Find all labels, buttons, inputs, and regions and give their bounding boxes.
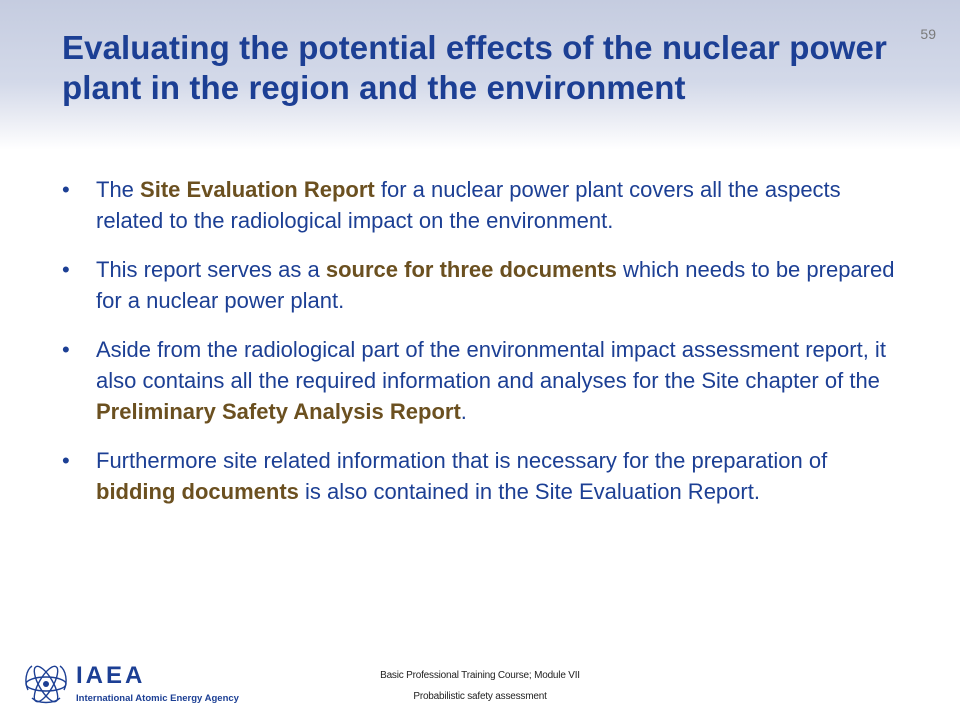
bullet-marker: • <box>62 337 70 362</box>
bullet-text: Aside from the radiological part of the environmental impact assessment report, it also contains all the required information and analyses for the Site chapter of the <box>96 337 886 393</box>
bullet-list <box>62 174 912 525</box>
footer-course: Basic Professional Training Course; Module VII <box>380 670 580 681</box>
bullet-item <box>62 254 912 316</box>
highlighted-term: Preliminary Safety Analysis Report <box>96 399 461 424</box>
bullet-item <box>62 445 912 507</box>
highlighted-term: source for three documents <box>325 257 617 282</box>
footer-topic: Probabilistic safety assessment <box>413 691 547 702</box>
bullet-text: The <box>96 177 141 202</box>
highlighted-term: Site Evaluation Report <box>140 177 375 202</box>
bullet-item <box>62 174 912 236</box>
bullet-marker: • <box>62 257 70 282</box>
bullet-text: . <box>460 399 467 424</box>
bullet-text: for a nuclear power plant covers all the aspects related to the radiological impact on the environment. <box>96 177 841 233</box>
atom-globe-icon <box>22 660 70 708</box>
bullet-marker: • <box>62 177 70 202</box>
bullet-text: Furthermore site related information that is necessary for the preparation of <box>96 448 828 473</box>
highlighted-term: bidding documents <box>96 479 299 504</box>
slide-title: Evaluating the potential effects of the nuclear power plant in the region and the environment <box>62 29 887 106</box>
bullet-marker: • <box>62 448 70 473</box>
logo-subtitle: International Atomic Energy Agency <box>76 693 239 704</box>
bullet-text: This report serves as a <box>96 257 326 282</box>
bullet-text: is also contained in the Site Evaluation Report. <box>298 479 760 504</box>
iaea-logo <box>18 660 268 710</box>
bullet-text: which needs to be prepared for a nuclear power plant. <box>96 257 895 313</box>
logo-name: IAEA <box>76 662 146 689</box>
bullet-item <box>62 334 912 427</box>
page-number: 59 <box>920 26 936 42</box>
